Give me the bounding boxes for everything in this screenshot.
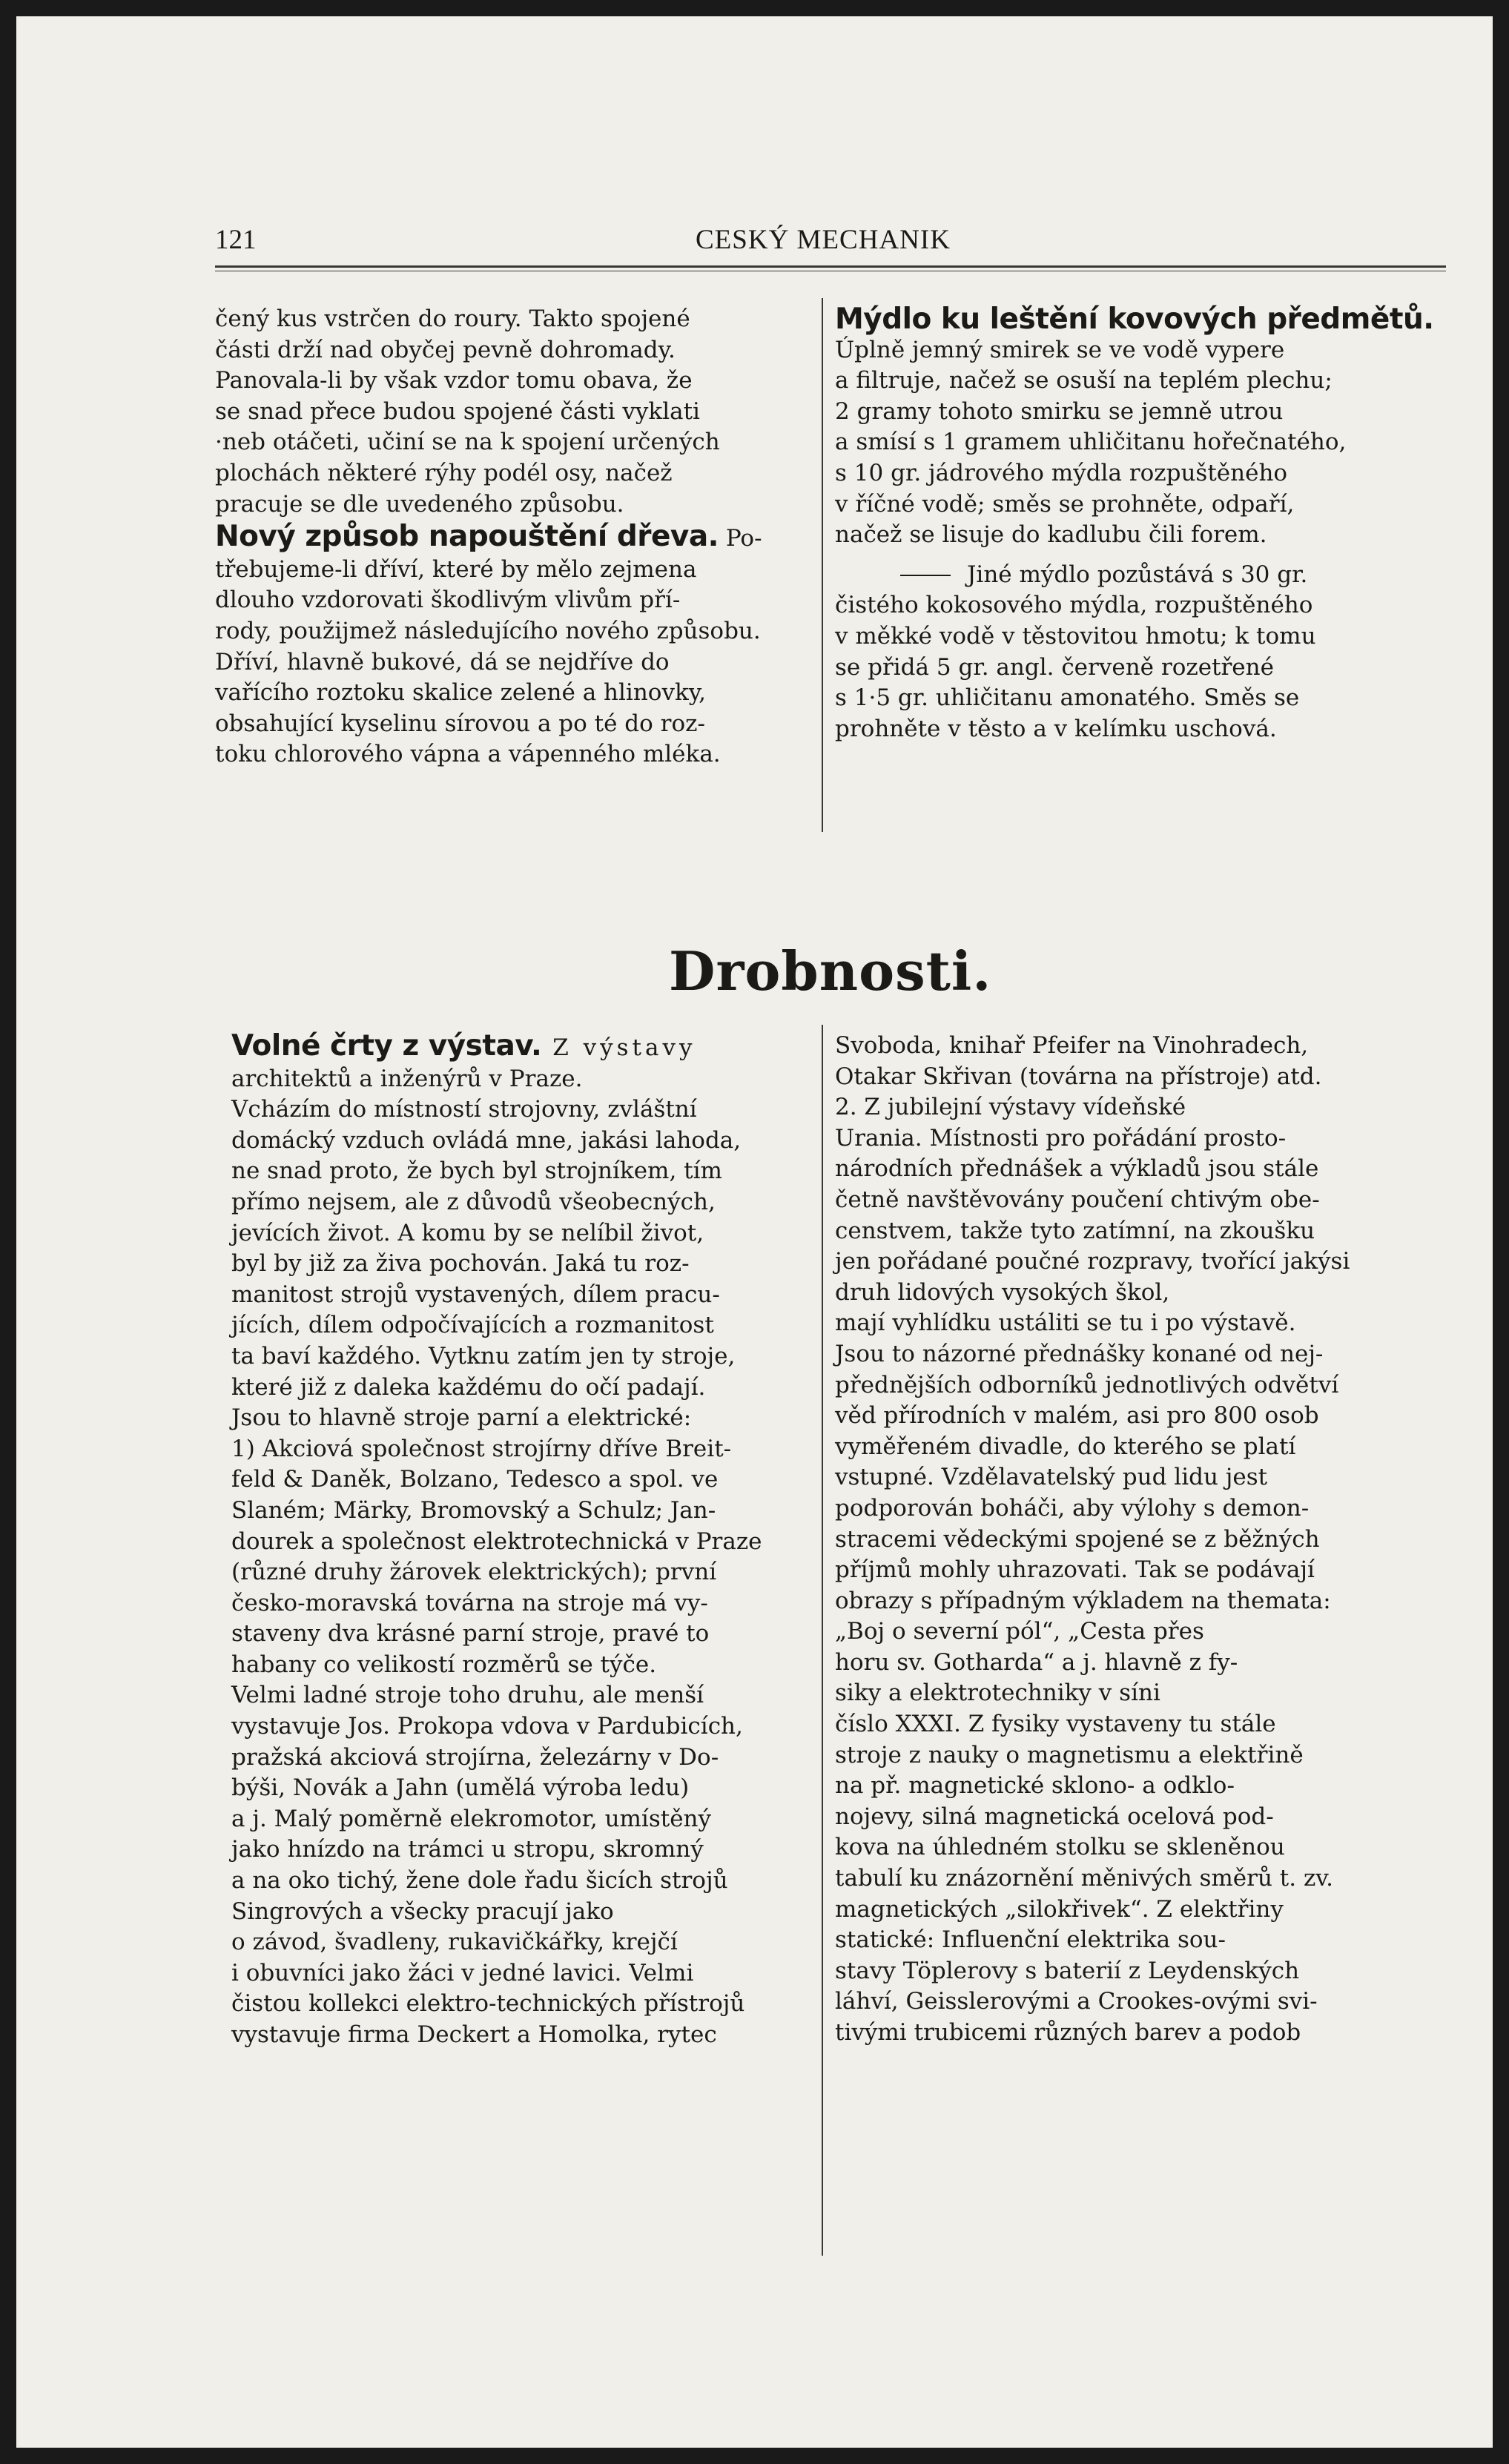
text-line: obrazy s případným výkladem na themata: xyxy=(835,1587,1331,1614)
text-line: pracuje se dle uvedeného způsobu. xyxy=(215,490,624,518)
text-line: siky a elektrotechniky v síni xyxy=(835,1679,1160,1707)
article-heading: Volné črty z výstav. xyxy=(231,1029,542,1063)
article-body xyxy=(835,1031,1450,2049)
text-line: vystavuje Jos. Prokopa vdova v Pardubicích, xyxy=(231,1713,743,1740)
text-line: Dříví, hlavně bukové, dá se nejdříve do xyxy=(215,648,670,676)
text-line: třebujeme-li dříví, které by mělo zejmena xyxy=(215,555,697,583)
text-line: v říčné vodě; směs se prohněte, odpaří, xyxy=(835,490,1295,518)
text-line: 2 gramy tohoto smirku se jemně utrou xyxy=(835,397,1284,425)
text-line: národních přednášek a výkladů jsou stále xyxy=(835,1155,1319,1183)
text-line: Jiné mýdlo pozůstává s 30 gr. xyxy=(835,560,1450,591)
text-line: (různé druhy žárovek elektrických); první xyxy=(231,1559,717,1586)
text-line: vařícího roztoku skalice zelené a hlinovky, xyxy=(215,679,707,707)
text-line: 2. Z jubilejní výstavy vídeňské xyxy=(835,1094,1186,1121)
text-line: Jsou to názorné přednášky konané od nej- xyxy=(835,1340,1324,1367)
text-line: ·neb otáčeti, učiní se na k spojení určených xyxy=(215,429,720,456)
heading-tail: Po- xyxy=(718,525,762,552)
text-line: vstupné. Vzdělavatelský pud lidu jest xyxy=(835,1464,1268,1491)
text-line: vystavuje firma Deckert a Homolka, rytec xyxy=(231,2021,717,2048)
text-line: které již z daleka každému do očí padají. xyxy=(231,1373,706,1401)
text-line: jících, dílem odpočívajících a rozmanitost xyxy=(231,1312,714,1339)
text-line: láhví, Geisslerovými a Crookes-ovými svi- xyxy=(835,1988,1318,2015)
text-line: obsahující kyselinu sírovou a po té do roz- xyxy=(215,710,705,737)
column-divider xyxy=(822,1025,823,2256)
text-line: číslo XXXI. Z fysiky vystaveny tu stále xyxy=(835,1711,1276,1738)
text-line: a na oko tichý, žene dole řadu šicích strojů xyxy=(231,1867,728,1895)
text-line: staveny dva krásné parní stroje, pravé to xyxy=(231,1620,710,1648)
text-line: nojevy, silná magnetická ocelová pod- xyxy=(835,1803,1274,1830)
text-line: plochách některé rýhy podél osy, načež xyxy=(215,459,673,486)
text-line: tivými trubicemi různých barev a podob xyxy=(835,2019,1301,2046)
dash-mark xyxy=(900,575,951,576)
text-line: mají vyhlídku ustáliti se tu i po výstavě. xyxy=(835,1309,1296,1337)
paragraph-1 xyxy=(835,335,1450,551)
text-line: ta baví každého. Vytknu zatím jen ty stroje, xyxy=(231,1342,736,1370)
column-divider xyxy=(822,298,823,832)
text-line: s 1·5 gr. uhličitanu amonatého. Směs se xyxy=(835,684,1300,712)
text-line: statické: Influenční elektrika sou- xyxy=(835,1926,1226,1954)
text-line: stroje z nauky o magnetismu a elektřině xyxy=(835,1741,1304,1768)
article-column-top-right xyxy=(835,304,1450,744)
text-line: v měkké vodě v těstovitou hmotu; k tomu xyxy=(835,622,1316,650)
page-number: 121 xyxy=(215,225,257,255)
text-line: četně navštěvovány poučení chtivým obe- xyxy=(835,1186,1320,1213)
text-line: Urania. Místnosti pro pořádání prosto- xyxy=(835,1124,1287,1152)
text-line: býši, Novák a Jahn (umělá výroba ledu) xyxy=(231,1774,690,1802)
text-line: druh lidových vysokých škol, xyxy=(835,1278,1170,1306)
text-line: části drží nad obyčej pevně dohromady. xyxy=(215,336,676,363)
text-line: na př. magnetické sklono- a odklo- xyxy=(835,1772,1235,1800)
text-line: česko-moravská továrna na stroje má vy- xyxy=(231,1589,708,1616)
text-line: toku chlorového vápna a vápenného mléka. xyxy=(215,741,721,768)
text-line: i obuvníci jako žáci v jedné lavici. Velmi xyxy=(231,1959,694,1986)
heading-tail: Z výstavy xyxy=(541,1034,696,1061)
article-heading-line xyxy=(215,521,816,555)
text-line: čený kus vstrčen do roury. Takto spojené xyxy=(215,305,690,332)
text-line: a smísí s 1 gramem uhličitanu hořečnatého, xyxy=(835,429,1347,456)
text-line: Úplně jemný smirek se ve vodě vypere xyxy=(835,336,1285,363)
article-column-bottom-right xyxy=(835,1031,1450,2049)
text-line: Svoboda, knihař Pfeifer na Vinohradech, xyxy=(835,1032,1309,1059)
header-rule xyxy=(215,265,1446,268)
text-line: stracemi vědeckými spojené se z běžných xyxy=(835,1525,1320,1553)
article-column-bottom-left xyxy=(231,1031,817,2051)
text-line: byl by již za živa pochován. Jaká tu roz- xyxy=(231,1250,690,1278)
text-line: prohněte v těsto a v kelímku uschová. xyxy=(835,715,1277,742)
text-line: feld & Daněk, Bolzano, Tedesco a spol. ve xyxy=(231,1466,719,1493)
page-header xyxy=(215,224,1446,268)
text-line: horu sv. Gotharda“ a j. hlavně z fy- xyxy=(835,1648,1238,1676)
article-body xyxy=(215,555,816,770)
paragraph-2 xyxy=(835,560,1450,745)
text-line: se snad přece budou spojené části vyklati xyxy=(215,397,700,425)
text-line: manitost strojů vystavených, dílem pracu- xyxy=(231,1281,720,1308)
text-line: Jsou to hlavně stroje parní a elektrické: xyxy=(231,1404,692,1432)
text-line: věd přírodních v malém, asi pro 800 osob xyxy=(835,1402,1319,1430)
text-line: Panovala-li by však vzdor tomu obava, že xyxy=(215,367,693,394)
article-heading: Nový způsob napouštění dřeva. xyxy=(215,520,719,554)
text-line: rody, použijmež následujícího nového způsobu. xyxy=(215,617,761,644)
text-line: přednějších odborníků jednotlivých odvětví xyxy=(835,1371,1339,1398)
text-line: censtvem, takže tyto zatímní, na zkoušku xyxy=(835,1217,1315,1244)
article-heading: Mýdlo ku leštění kovových předmětů. xyxy=(835,303,1434,336)
text-line: o závod, švadleny, rukavičkářky, krejčí xyxy=(231,1929,678,1956)
article-column-top-left xyxy=(215,304,816,770)
text-line: dlouho vzdorovati škodlivým vlivům pří- xyxy=(215,587,681,614)
text-line: pražská akciová strojírna, železárny v Do- xyxy=(231,1743,719,1771)
text-line: Singrových a všecky pracují jako xyxy=(231,1897,614,1925)
magazine-title: CESKÝ MECHANIK xyxy=(696,225,951,255)
text-line: příjmů mohly uhrazovati. Tak se podávají xyxy=(835,1556,1315,1584)
intro-paragraph xyxy=(215,304,816,520)
text-line: Vcházím do místností strojovny, zvláštní xyxy=(231,1096,697,1123)
text-line: jevících život. A komu by se nelíbil život, xyxy=(231,1219,704,1246)
text-line: a j. Malý poměrně elekromotor, umístěný xyxy=(231,1805,712,1832)
article-heading-line xyxy=(231,1031,817,1064)
text-line: tabulí ku znázornění měnivých směrů t. zv. xyxy=(835,1865,1333,1892)
text-line: s 10 gr. jádrového mýdla rozpuštěného xyxy=(835,459,1288,486)
text-line: Velmi ladné stroje toho druhu, ale menší xyxy=(231,1682,704,1709)
text-line: přímo nejsem, ale z důvodů všeobecných, xyxy=(231,1188,716,1215)
text-line: domácký vzduch ovládá mne, jakási lahoda, xyxy=(231,1126,742,1154)
text-line: podporován boháči, aby výlohy s demon- xyxy=(835,1494,1310,1522)
text-line: habany co velikostí rozměrů se týče. xyxy=(231,1651,657,1678)
text-line: Otakar Skřivan (továrna na přístroje) atd. xyxy=(835,1063,1322,1090)
text-line: se přidá 5 gr. angl. červeně rozetřené xyxy=(835,653,1274,681)
newspaper-page xyxy=(16,16,1493,2448)
text-line: stavy Töplerovy s baterií z Leydenských xyxy=(835,1957,1300,1984)
text-line: a filtruje, načež se osuší na teplém plechu; xyxy=(835,367,1333,394)
section-title: Drobnosti. xyxy=(669,939,992,1003)
text-line: ne snad proto, že bych byl strojníkem, tím xyxy=(231,1157,722,1185)
text-line: Slaném; Märky, Bromovský a Schulz; Jan- xyxy=(231,1496,716,1524)
text-line: „Boj o severní pól“, „Cesta přes xyxy=(835,1618,1204,1645)
text-line: jako hnízdo na trámci u stropu, skromný xyxy=(231,1836,704,1863)
text-line: 1) Akciová společnost strojírny dříve Breit- xyxy=(231,1435,732,1462)
text-line: vyměřeném divadle, do kterého se platí xyxy=(835,1433,1296,1460)
text-line: architektů a inženýrů v Praze. xyxy=(231,1065,583,1092)
article-body xyxy=(231,1064,817,2051)
text-line: dourek a společnost elektrotechnická v Praze xyxy=(231,1527,762,1555)
text-line: magnetických „silokřivek“. Z elektřiny xyxy=(835,1895,1284,1923)
text-line: jen pořádané poučné rozpravy, tvořící jakýsi xyxy=(835,1248,1350,1275)
text-line: čistého kokosového mýdla, rozpuštěného xyxy=(835,592,1313,619)
text-line: načež se lisuje do kadlubu čili forem. xyxy=(835,521,1267,549)
text-line: kova na úhledném stolku se skleněnou xyxy=(835,1834,1285,1861)
text-line: čistou kollekci elektro-technických přístrojů xyxy=(231,1990,745,2018)
